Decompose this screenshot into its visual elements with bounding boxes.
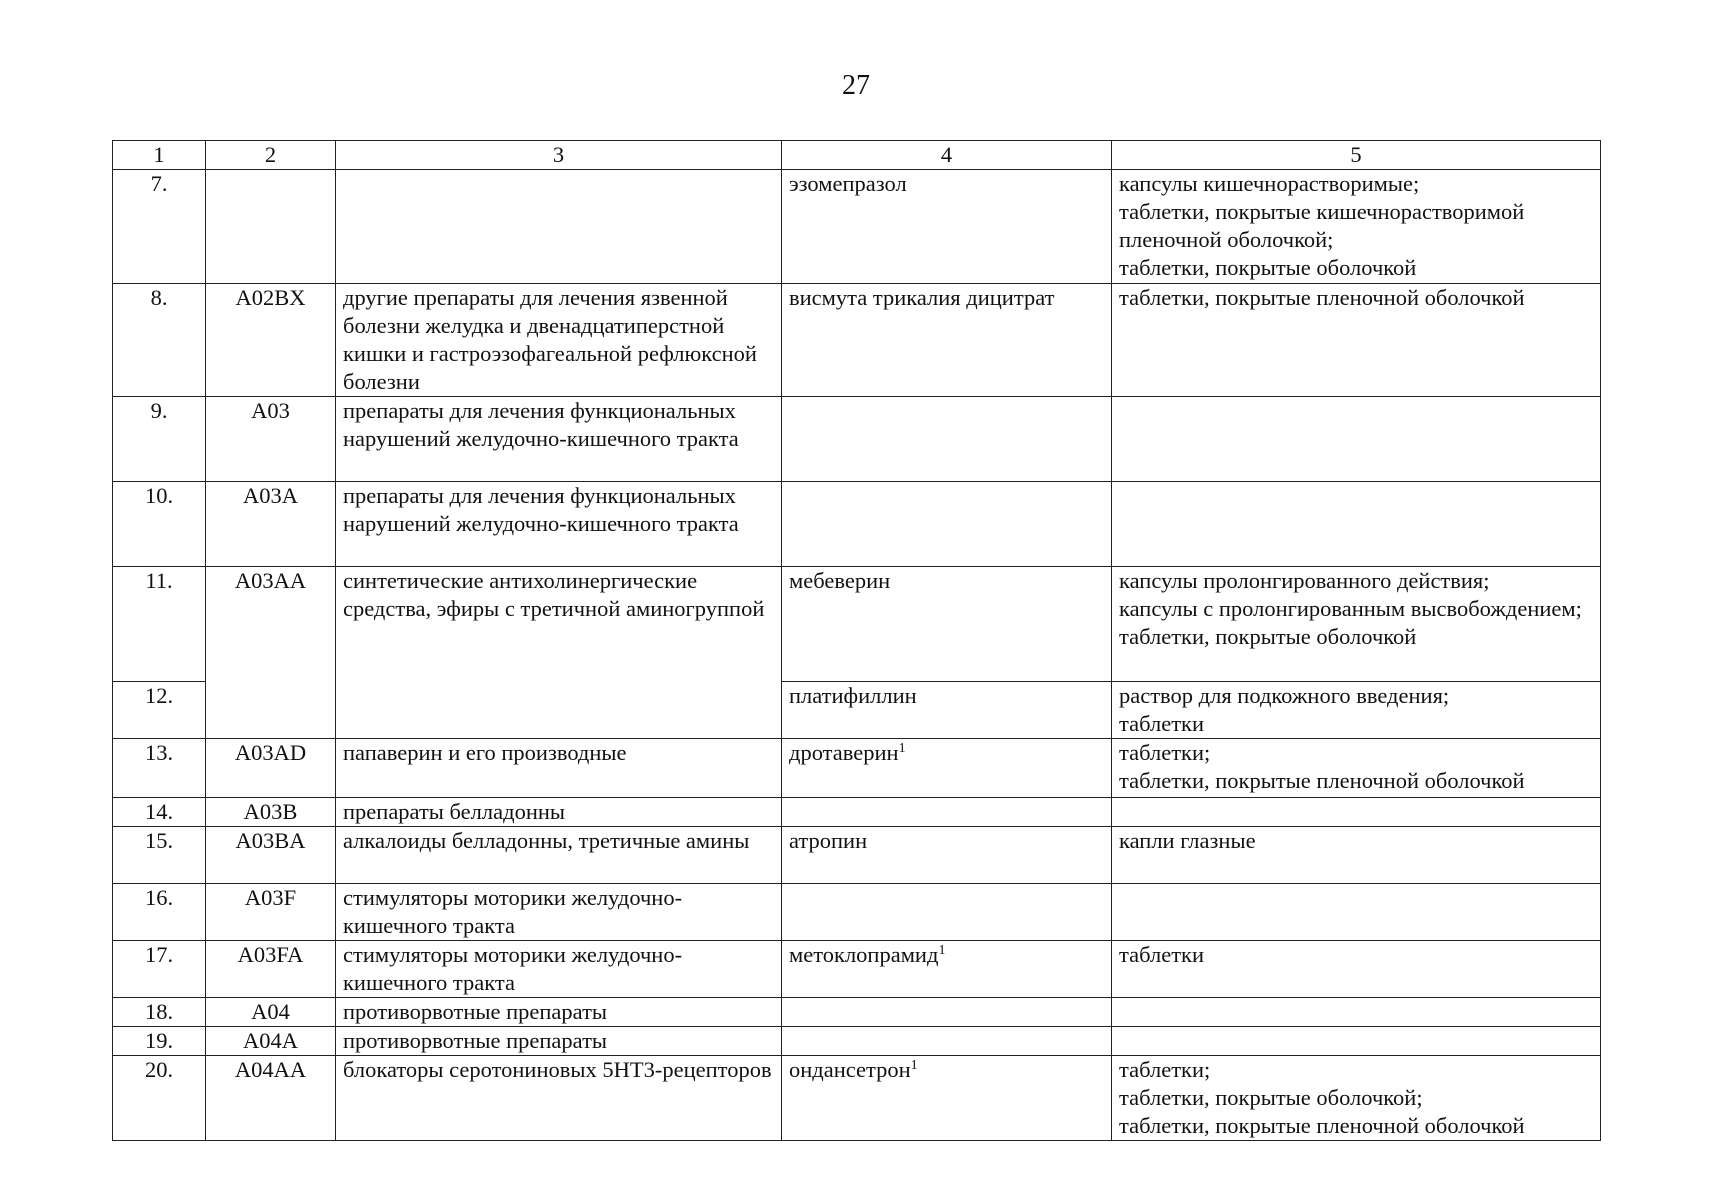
footnote-mark: 1: [898, 741, 906, 756]
dosage-form: капсулы кишечнорастворимые; таблетки, покрытые кишечнорастворимой пленочной оболочкой; таблетки, покрытые оболочкой: [1112, 170, 1601, 284]
atc-code: A04A: [206, 1027, 336, 1056]
drug-name: висмута трикалия дицитрат: [782, 284, 1112, 397]
footnote-mark: 1: [938, 943, 946, 958]
drug-name: [782, 1027, 1112, 1056]
table-row: [113, 798, 1601, 827]
group-name: стимуляторы моторики желудочно-кишечного тракта: [336, 941, 782, 998]
group-name: препараты для лечения функциональных нарушений желудочно-кишечного тракта: [336, 397, 782, 482]
atc-code: A04: [206, 998, 336, 1027]
dosage-form: таблетки: [1112, 941, 1601, 998]
atc-code: A03F: [206, 884, 336, 941]
drug-name: мебеверин: [782, 567, 1112, 682]
table-row: [113, 998, 1601, 1027]
group-name: препараты для лечения функциональных нарушений желудочно-кишечного тракта: [336, 482, 782, 567]
group-name: препараты белладонны: [336, 798, 782, 827]
atc-code: A02BX: [206, 284, 336, 397]
group-name: блокаторы серотониновых 5HT3-рецепторов: [336, 1056, 782, 1141]
atc-code: A03AD: [206, 739, 336, 798]
drug-name-cell: [782, 941, 1112, 998]
drug-name: эзомепразол: [782, 170, 1112, 284]
drug-name: дротаверин: [789, 740, 899, 765]
dosage-form: раствор для подкожного введения; таблетки: [1112, 682, 1601, 739]
table-row: [113, 827, 1601, 884]
drug-name: [782, 397, 1112, 482]
table-row: [113, 1027, 1601, 1056]
drug-table: [112, 140, 1601, 1141]
group-name: стимуляторы моторики желудочно-кишечного тракта: [336, 884, 782, 941]
row-number: 12.: [113, 682, 206, 739]
dosage-form: [1112, 998, 1601, 1027]
atc-code: A04AA: [206, 1056, 336, 1141]
atc-code: A03: [206, 397, 336, 482]
table-row: [113, 884, 1601, 941]
header-cell: 3: [336, 141, 782, 170]
group-name: алкалоиды белладонны, третичные амины: [336, 827, 782, 884]
table-row: [113, 567, 1601, 682]
drug-name: ондансетрон: [789, 1057, 911, 1082]
row-number: 14.: [113, 798, 206, 827]
atc-code: A03A: [206, 482, 336, 567]
row-number: 19.: [113, 1027, 206, 1056]
row-number: 20.: [113, 1056, 206, 1141]
dosage-form: [1112, 397, 1601, 482]
drug-name: метоклопрамид: [789, 942, 939, 967]
table-row: [113, 941, 1601, 998]
atc-code: A03FA: [206, 941, 336, 998]
row-number: 15.: [113, 827, 206, 884]
dosage-form: [1112, 482, 1601, 567]
header-cell: 5: [1112, 141, 1601, 170]
dosage-form: таблетки; таблетки, покрытые пленочной оболочкой: [1112, 739, 1601, 798]
drug-name: [782, 998, 1112, 1027]
group-name: [336, 170, 782, 284]
group-name: противорвотные препараты: [336, 998, 782, 1027]
dosage-form: капли глазные: [1112, 827, 1601, 884]
atc-code: A03BA: [206, 827, 336, 884]
header-cell: 1: [113, 141, 206, 170]
drug-name-cell: [782, 739, 1112, 798]
group-name: другие препараты для лечения язвенной болезни желудка и двенадцатиперстной кишки и гастроэзофагеальной рефлюксной болезни: [336, 284, 782, 397]
footnote-mark: 1: [910, 1058, 918, 1073]
table-row: [113, 284, 1601, 397]
group-name: противорвотные препараты: [336, 1027, 782, 1056]
table-row: [113, 482, 1601, 567]
drug-name: [782, 798, 1112, 827]
group-name: синтетические антихолинергические средства, эфиры с третичной аминогруппой: [336, 567, 782, 739]
drug-name: [782, 482, 1112, 567]
dosage-form: таблетки; таблетки, покрытые оболочкой; таблетки, покрытые пленочной оболочкой: [1112, 1056, 1601, 1141]
atc-code: A03B: [206, 798, 336, 827]
drug-name: [782, 884, 1112, 941]
row-number: 16.: [113, 884, 206, 941]
row-number: 10.: [113, 482, 206, 567]
header-row: [113, 141, 1601, 170]
row-number: 7.: [113, 170, 206, 284]
row-number: 8.: [113, 284, 206, 397]
dosage-form: капсулы пролонгированного действия; капсулы с пролонгированным высвобождением; таблетки, покрытые оболочкой: [1112, 567, 1601, 682]
dosage-form: [1112, 798, 1601, 827]
header-cell: 4: [782, 141, 1112, 170]
dosage-form: [1112, 1027, 1601, 1056]
table-row: [113, 739, 1601, 798]
table-row: [113, 170, 1601, 284]
row-number: 13.: [113, 739, 206, 798]
group-name: папаверин и его производные: [336, 739, 782, 798]
drug-name-cell: [782, 1056, 1112, 1141]
dosage-form: [1112, 884, 1601, 941]
table-row: [113, 1056, 1601, 1141]
atc-code: [206, 170, 336, 284]
page-number: 27: [842, 70, 870, 101]
atc-code: A03AA: [206, 567, 336, 739]
row-number: 9.: [113, 397, 206, 482]
header-cell: 2: [206, 141, 336, 170]
table-row: [113, 397, 1601, 482]
dosage-form: таблетки, покрытые пленочной оболочкой: [1112, 284, 1601, 397]
row-number: 17.: [113, 941, 206, 998]
row-number: 18.: [113, 998, 206, 1027]
row-number: 11.: [113, 567, 206, 682]
drug-name: платифиллин: [782, 682, 1112, 739]
drug-name: атропин: [782, 827, 1112, 884]
